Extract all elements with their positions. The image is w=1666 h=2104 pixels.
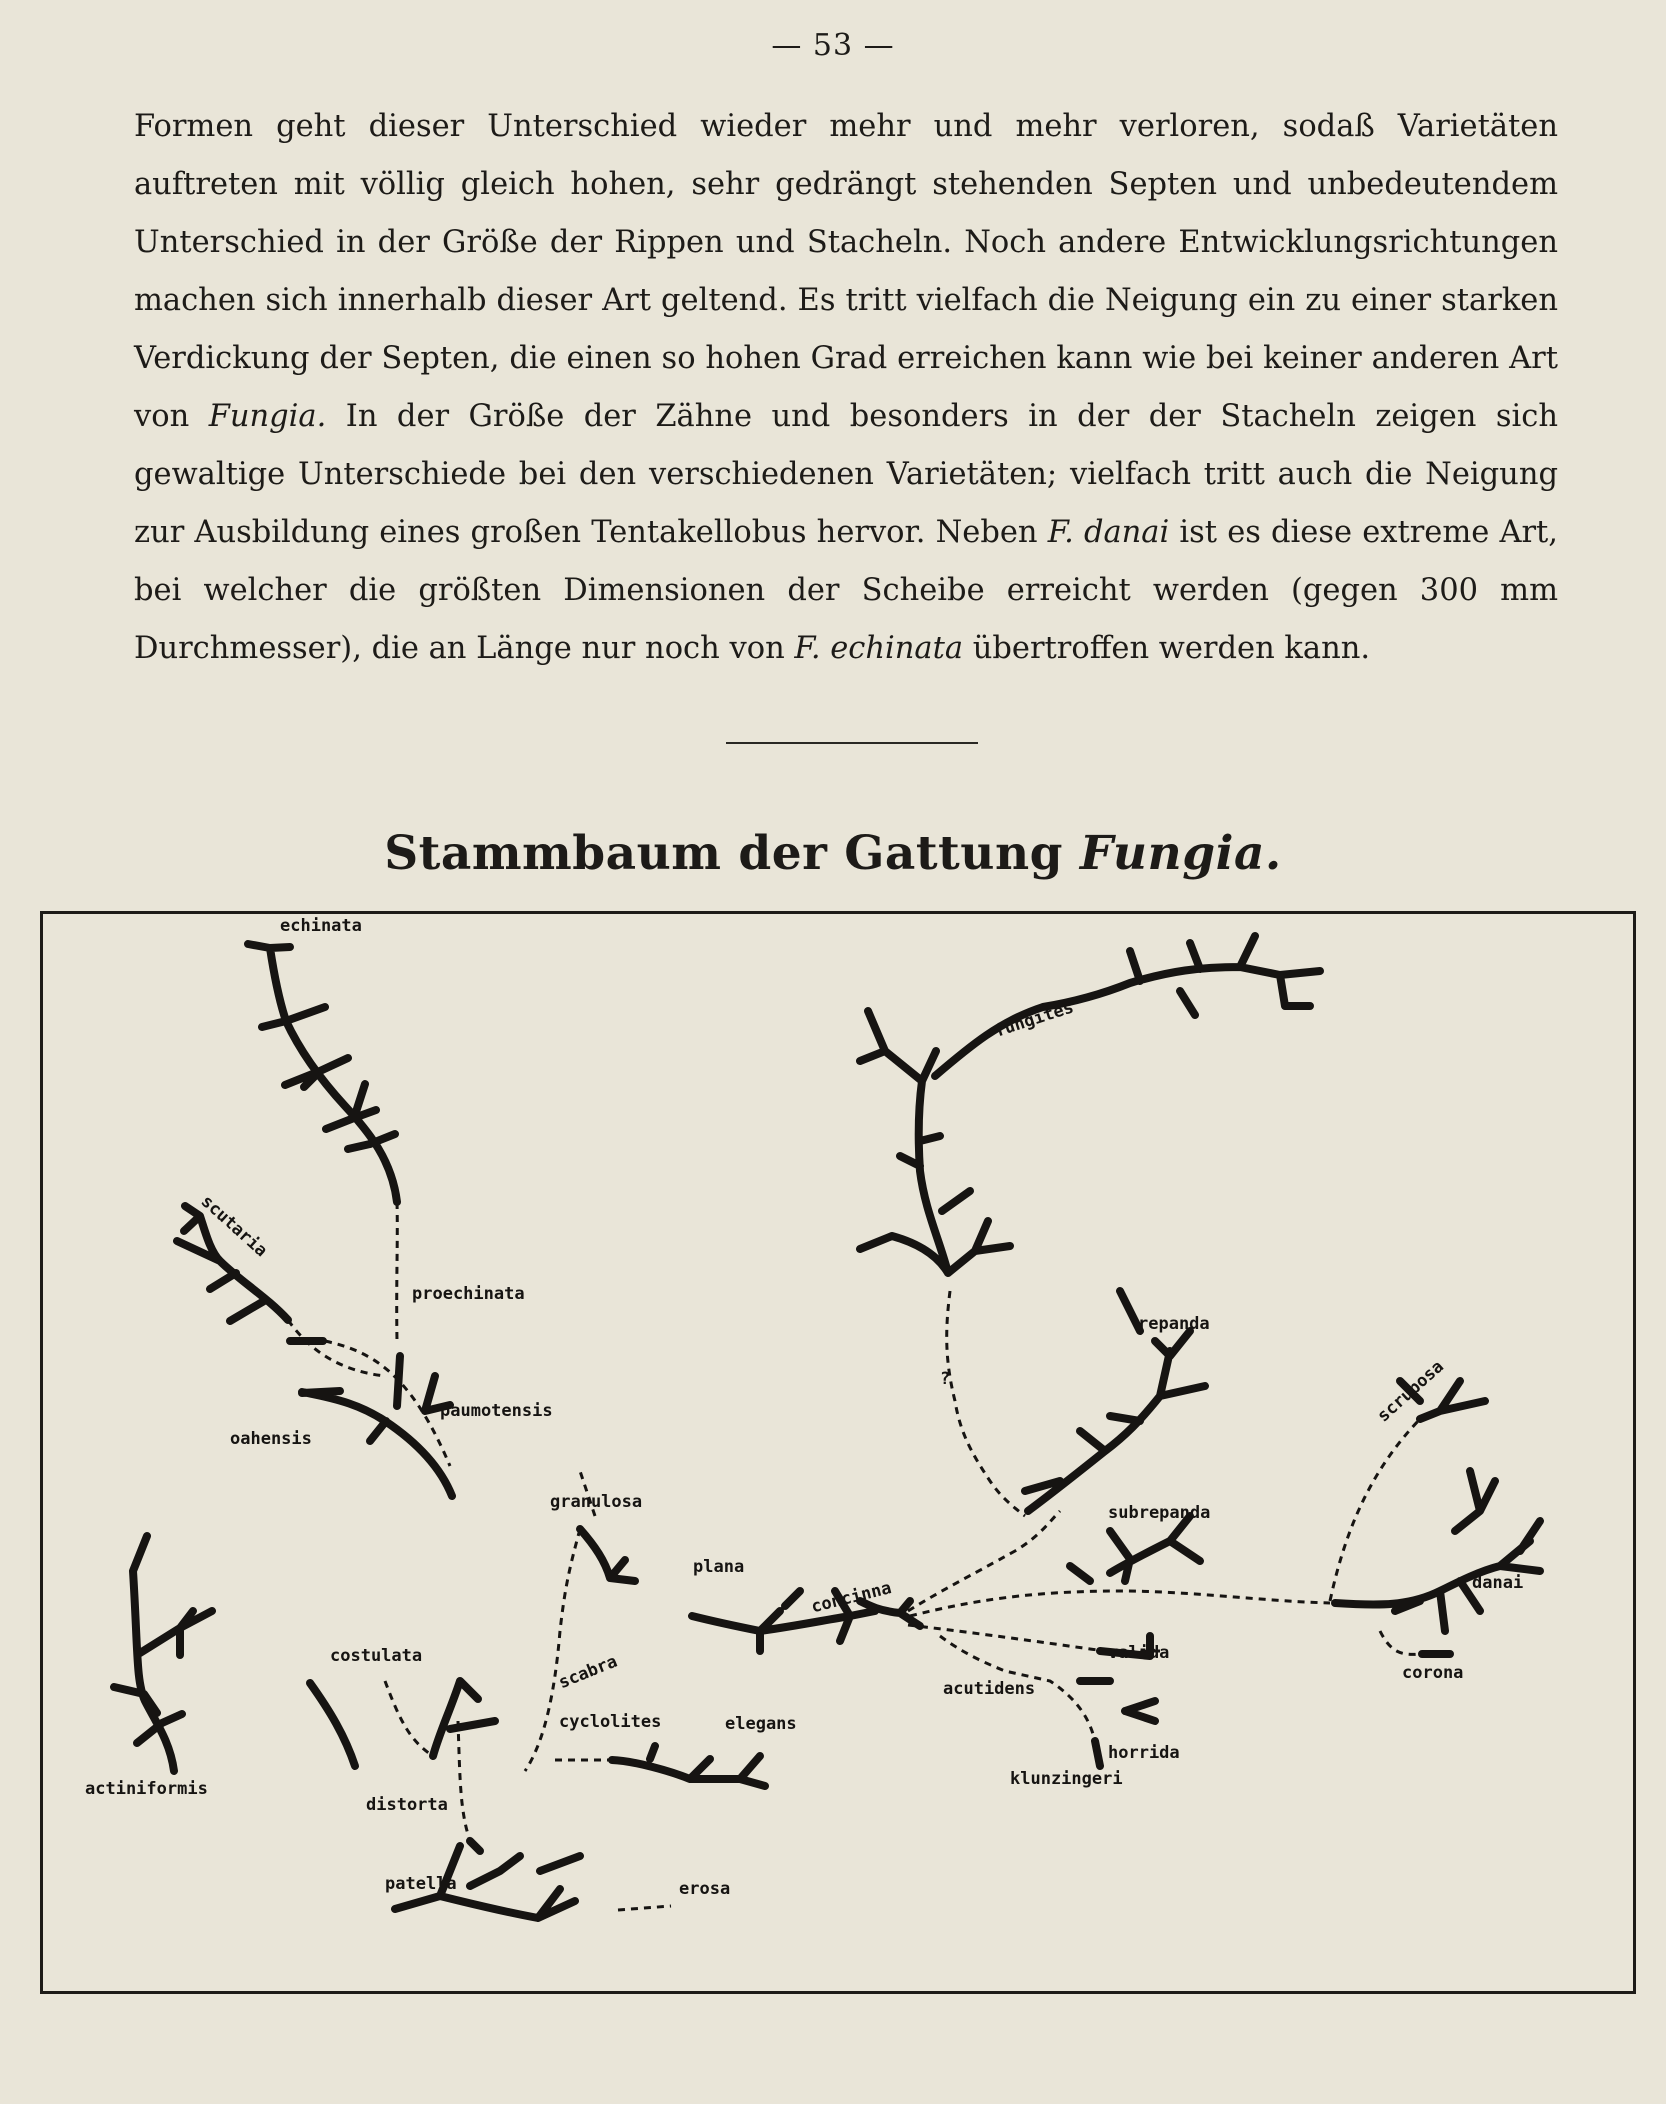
label-subrepanda: subrepanda — [1108, 1503, 1211, 1523]
label-horrida: horrida — [1108, 1743, 1180, 1763]
label-proechinata: proechinata — [412, 1284, 525, 1304]
label-question: ? — [940, 1369, 951, 1389]
paragraph-text: ist es diese extreme Art, bei welcher die größten Dimensionen der Scheibe erreicht werden (gegen 300 mm Durchmesser), die an Länge nur noch von — [134, 515, 1558, 666]
paragraph-text: Formen geht dieser Unterschied wieder mehr und mehr verloren, sodaß Varietäten auftreten mit völlig gleich hohen, sehr gedrängt stehenden Septen und unbedeutendem Unterschied in der Größe der Rippen und Stacheln. Noch andere Entwicklungsrichtungen machen sich innerhalb dieser Art geltend. Es tritt vielfach die Neigung ein zu einer starken Verdickung der Septen, die einen so hohen Grad erreichen kann wie bei keiner anderen Art von — [134, 109, 1558, 434]
label-granulosa: granulosa — [550, 1492, 643, 1512]
label-costulata: costulata — [330, 1646, 423, 1666]
species-name: F. danai — [1047, 515, 1170, 550]
label-repanda: repanda — [1138, 1314, 1210, 1334]
species-name: F. echinata — [794, 631, 964, 666]
phylogenetic-tree — [40, 911, 1636, 1994]
label-concinna: concinna — [809, 1578, 894, 1618]
figure-title — [0, 826, 1666, 881]
label-elegans: elegans — [725, 1714, 797, 1734]
label-klunzingeri: klunzingeri — [1010, 1769, 1123, 1789]
label-scutaria: scutaria — [196, 1191, 272, 1262]
label-acutidens: acutidens — [943, 1679, 1036, 1699]
label-echinata: echinata — [280, 916, 362, 936]
label-fungites: fungites — [992, 997, 1077, 1042]
species-name: Fungia. — [208, 399, 327, 434]
branch-paumotensis — [290, 1341, 452, 1496]
branch-fungites — [860, 936, 1320, 1516]
label-plana: plana — [693, 1557, 745, 1577]
branch-actiniformis — [114, 1536, 212, 1771]
label-distorta: distorta — [366, 1795, 448, 1815]
paragraph-text: übertroffen werden kann. — [963, 631, 1371, 666]
page-number: — 53 — — [771, 28, 895, 63]
branch-echinata — [248, 944, 397, 1341]
label-oahensis: oahensis — [230, 1429, 312, 1449]
figure-title-text: Stammbaum der Gattung — [384, 826, 1080, 881]
label-corona: corona — [1402, 1663, 1464, 1683]
label-paumotensis: paumotensis — [440, 1401, 553, 1421]
label-scruposa: scruposa — [1373, 1356, 1448, 1427]
label-actiniformis: actiniformis — [85, 1779, 208, 1799]
label-erosa: erosa — [679, 1879, 731, 1899]
paragraph-text: In der Größe der Zähne und besonders in der der Stacheln zeigen sich gewaltige Unterschiede bei den verschiedenen Varietäten; vielfach tritt auch die Neigung zur Ausbildung eines großen Tentakellobus hervor. Neben — [134, 399, 1558, 550]
branch-cyclolites — [555, 1746, 765, 1786]
label-valida: valida — [1108, 1643, 1170, 1663]
body-paragraph — [134, 98, 1558, 678]
section-divider — [726, 742, 978, 744]
label-patella: patella — [385, 1874, 457, 1894]
label-scabra: scabra — [555, 1651, 621, 1694]
label-danai: danai — [1472, 1573, 1524, 1593]
label-cyclolites: cyclolites — [559, 1712, 662, 1732]
figure-title-genus: Fungia. — [1079, 826, 1282, 881]
